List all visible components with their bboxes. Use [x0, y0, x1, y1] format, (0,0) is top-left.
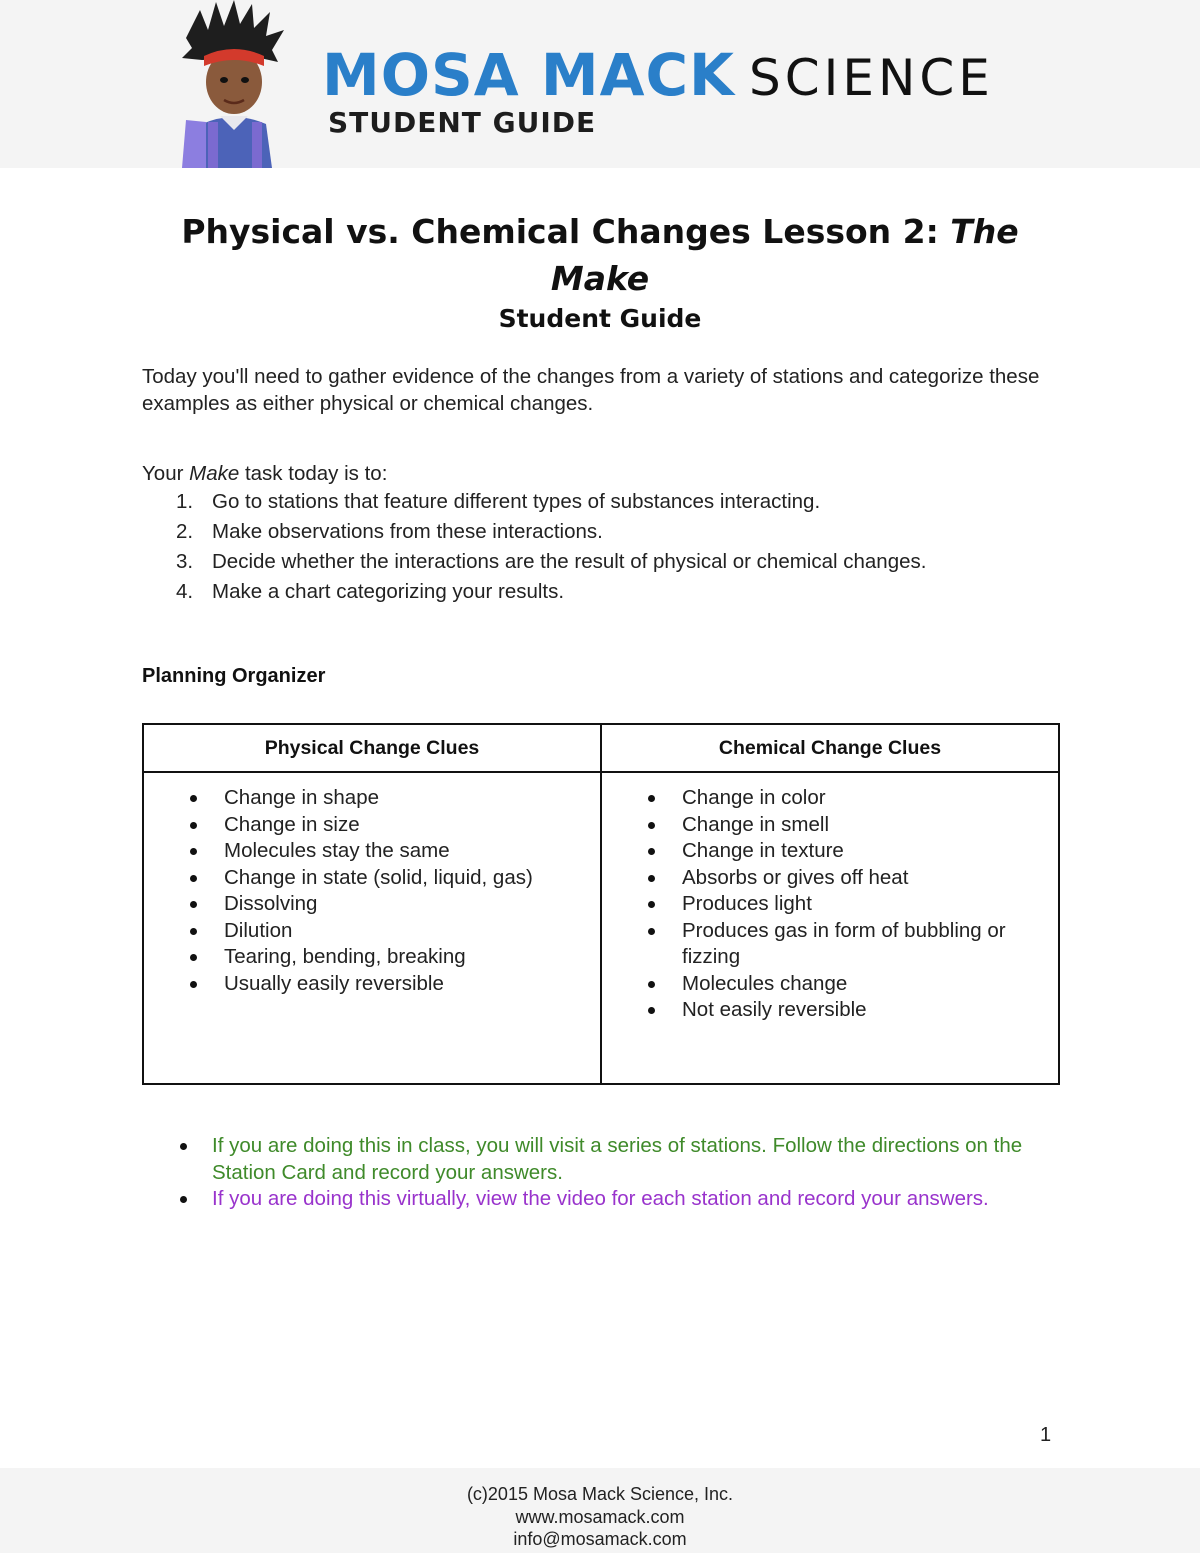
list-item: Usually easily reversible [144, 971, 600, 998]
physical-clues-list [144, 785, 600, 997]
page-subtitle: Student Guide [498, 304, 702, 333]
intro-paragraph: Today you'll need to gather evidence of the changes from a variety of stations and categorize these examples as either physical or chemical changes. [142, 365, 1040, 415]
page-header [0, 0, 1200, 168]
chemical-clues-list [602, 785, 1058, 1024]
step-number: 2. [176, 520, 194, 543]
brand-wordmark [322, 40, 994, 110]
footer-copyright: (c)2015 Mosa Mack Science, Inc. [466, 1484, 734, 1504]
step-number: 1. [176, 490, 194, 513]
instruction-notes [142, 1133, 1052, 1213]
list-item: Tearing, bending, breaking [144, 944, 600, 971]
step-text: Decide whether the interactions are the result of physical or chemical changes. [212, 550, 927, 573]
brand-subtitle: STUDENT GUIDE [328, 106, 597, 139]
title-italic: The Make [550, 212, 1019, 298]
list-item: Change in smell [602, 812, 1058, 839]
task-step [142, 577, 1042, 607]
task-lead-after: task today is to: [239, 462, 388, 485]
chemical-clues-header: Chemical Change Clues [601, 724, 1059, 772]
brand-science: SCIENCE [749, 49, 994, 107]
task-step [142, 487, 1042, 517]
planning-organizer-table [142, 723, 1060, 1085]
list-item: Change in texture [602, 838, 1058, 865]
step-text: Make a chart categorizing your results. [212, 580, 565, 603]
task-step [142, 517, 1042, 547]
list-item: Change in state (solid, liquid, gas) [144, 865, 600, 892]
planning-organizer-label: Planning Organizer [142, 665, 326, 687]
list-item: Change in color [602, 785, 1058, 812]
task-step [142, 547, 1042, 577]
task-lead-italic: Make [189, 462, 240, 485]
footer-website[interactable]: www.mosamack.com [515, 1506, 685, 1527]
task-steps [142, 487, 1042, 607]
list-item: Change in shape [144, 785, 600, 812]
physical-clues-header: Physical Change Clues [143, 724, 601, 772]
list-item: Not easily reversible [602, 997, 1058, 1024]
list-item: Produces light [602, 891, 1058, 918]
chemical-clues-cell [601, 772, 1059, 1084]
physical-clues-cell [143, 772, 601, 1084]
page-title [150, 208, 1050, 302]
list-item: Dilution [144, 918, 600, 945]
note-in-class: If you are doing this in class, you will visit a series of stations. Follow the directions on the Station Card and record your answers. [142, 1133, 1052, 1186]
mosa-mack-mascot-logo [172, 0, 292, 168]
list-item: Molecules change [602, 971, 1058, 998]
page-footer [0, 1468, 1200, 1553]
list-item: Absorbs or gives off heat [602, 865, 1058, 892]
list-item: Produces gas in form of bubbling or fizzing [602, 918, 1058, 971]
list-item: Dissolving [144, 891, 600, 918]
step-number: 4. [176, 580, 194, 603]
task-lead [142, 462, 387, 486]
list-item: Change in size [144, 812, 600, 839]
page-number: 1 [1040, 1424, 1052, 1446]
brand-name: MOSA MACK [322, 41, 735, 109]
note-virtual: If you are doing this virtually, view the video for each station and record your answers. [142, 1186, 1052, 1213]
list-item: Molecules stay the same [144, 838, 600, 865]
step-number: 3. [176, 550, 194, 573]
step-text: Go to stations that feature different types of substances interacting. [212, 490, 821, 513]
step-text: Make observations from these interactions. [212, 520, 603, 543]
task-lead-before: Your [142, 462, 190, 485]
footer-email[interactable]: info@mosamack.com [513, 1529, 687, 1549]
title-main: Physical vs. Chemical Changes Lesson 2: [181, 212, 951, 251]
